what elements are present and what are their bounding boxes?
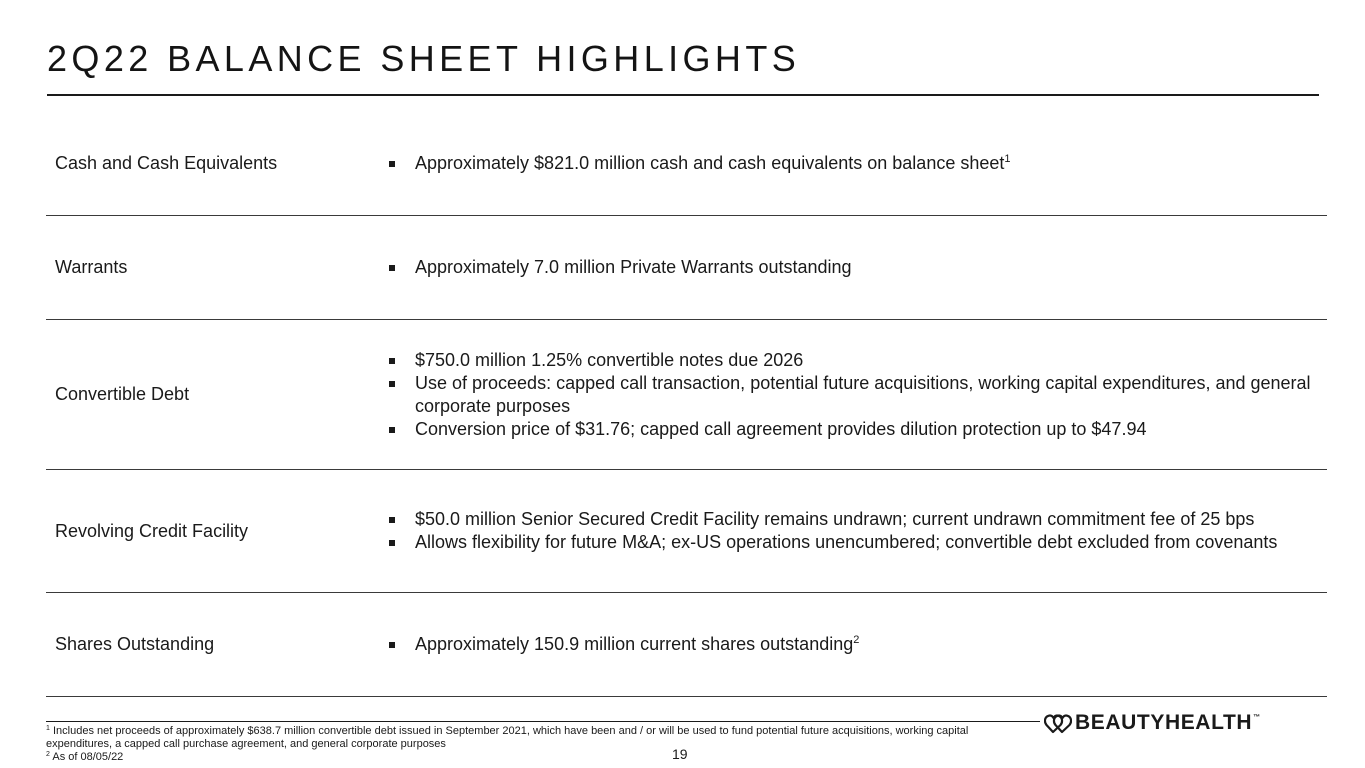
row-label: Convertible Debt — [55, 384, 190, 404]
row-label: Shares Outstanding — [55, 634, 215, 654]
square-bullet-icon — [389, 540, 395, 546]
bullet-text: $50.0 million Senior Secured Credit Facility remains undrawn; current undrawn commitment fee of 25 bps — [415, 509, 1255, 529]
bullet-text: Approximately 150.9 million current shares outstanding — [415, 634, 854, 654]
bullet-item — [376, 418, 1327, 441]
square-bullet-icon — [389, 161, 395, 167]
footer-divider — [46, 721, 1040, 722]
footnote-marker: 1 — [46, 725, 50, 732]
bullet-item — [376, 349, 1327, 372]
bullet-list — [376, 152, 1327, 175]
bullet-list — [376, 256, 1327, 279]
footnote-text: Includes net proceeds of approximately $638.7 million convertible debt issued in September 2021, which have been and / or will be used to fund potential future acquisitions, working capital expenditures, a capped call purchase agreement, and general corporate purposes — [46, 725, 969, 750]
footnotes — [46, 725, 1036, 764]
brand-name — [1075, 711, 1261, 735]
table-row — [46, 320, 1327, 470]
footnote — [46, 751, 1036, 764]
bullet-list — [376, 633, 1327, 656]
square-bullet-icon — [389, 517, 395, 523]
brand-name-text: BEAUTYHEALTH — [1075, 711, 1253, 734]
bullet-text: Conversion price of $31.76; capped call agreement provides dilution protection up to $47.94 — [415, 418, 1147, 439]
page-number: 19 — [672, 746, 688, 762]
double-heart-icon — [1044, 711, 1072, 735]
square-bullet-icon — [389, 642, 395, 648]
table-row — [46, 593, 1327, 697]
footnote-text: As of 08/05/22 — [52, 751, 124, 763]
bullet-item — [376, 372, 1327, 418]
table-row — [46, 470, 1327, 593]
bullet-text: Approximately 7.0 million Private Warrants outstanding — [415, 257, 852, 277]
bullet-item — [376, 531, 1327, 554]
row-label: Cash and Cash Equivalents — [55, 153, 278, 173]
footnote-ref: 2 — [853, 634, 860, 646]
highlights-table — [46, 112, 1327, 697]
bullet-list — [376, 508, 1327, 554]
bullet-list — [376, 349, 1327, 441]
square-bullet-icon — [389, 381, 395, 387]
row-label: Warrants — [55, 257, 128, 277]
bullet-item — [376, 152, 1327, 175]
row-label: Revolving Credit Facility — [55, 520, 249, 541]
bullet-item — [376, 508, 1327, 531]
page-title: 2Q22 BALANCE SHEET HIGHLIGHTS — [47, 38, 801, 79]
footnote — [46, 725, 1036, 751]
bullet-text: Allows flexibility for future M&A; ex-US operations unencumbered; convertible debt excluded from covenants — [415, 532, 1278, 552]
bullet-text: Approximately $821.0 million cash and cash equivalents on balance sheet — [415, 153, 1005, 173]
square-bullet-icon — [389, 358, 395, 364]
footnote-ref: 1 — [1004, 153, 1011, 165]
trademark-symbol: ™ — [1253, 714, 1261, 721]
bullet-item — [376, 256, 1327, 279]
bullet-text: $750.0 million 1.25% convertible notes due 2026 — [415, 349, 804, 370]
table-row — [46, 112, 1327, 216]
title-divider — [47, 94, 1319, 96]
brand-logo — [1044, 708, 1261, 738]
square-bullet-icon — [389, 265, 395, 271]
table-row — [46, 216, 1327, 320]
square-bullet-icon — [389, 427, 395, 433]
footnote-marker: 2 — [46, 751, 50, 758]
bullet-text: Use of proceeds: capped call transaction, potential future acquisitions, working capital expenditures, and general corporate purposes — [415, 372, 1311, 416]
bullet-item — [376, 633, 1327, 656]
